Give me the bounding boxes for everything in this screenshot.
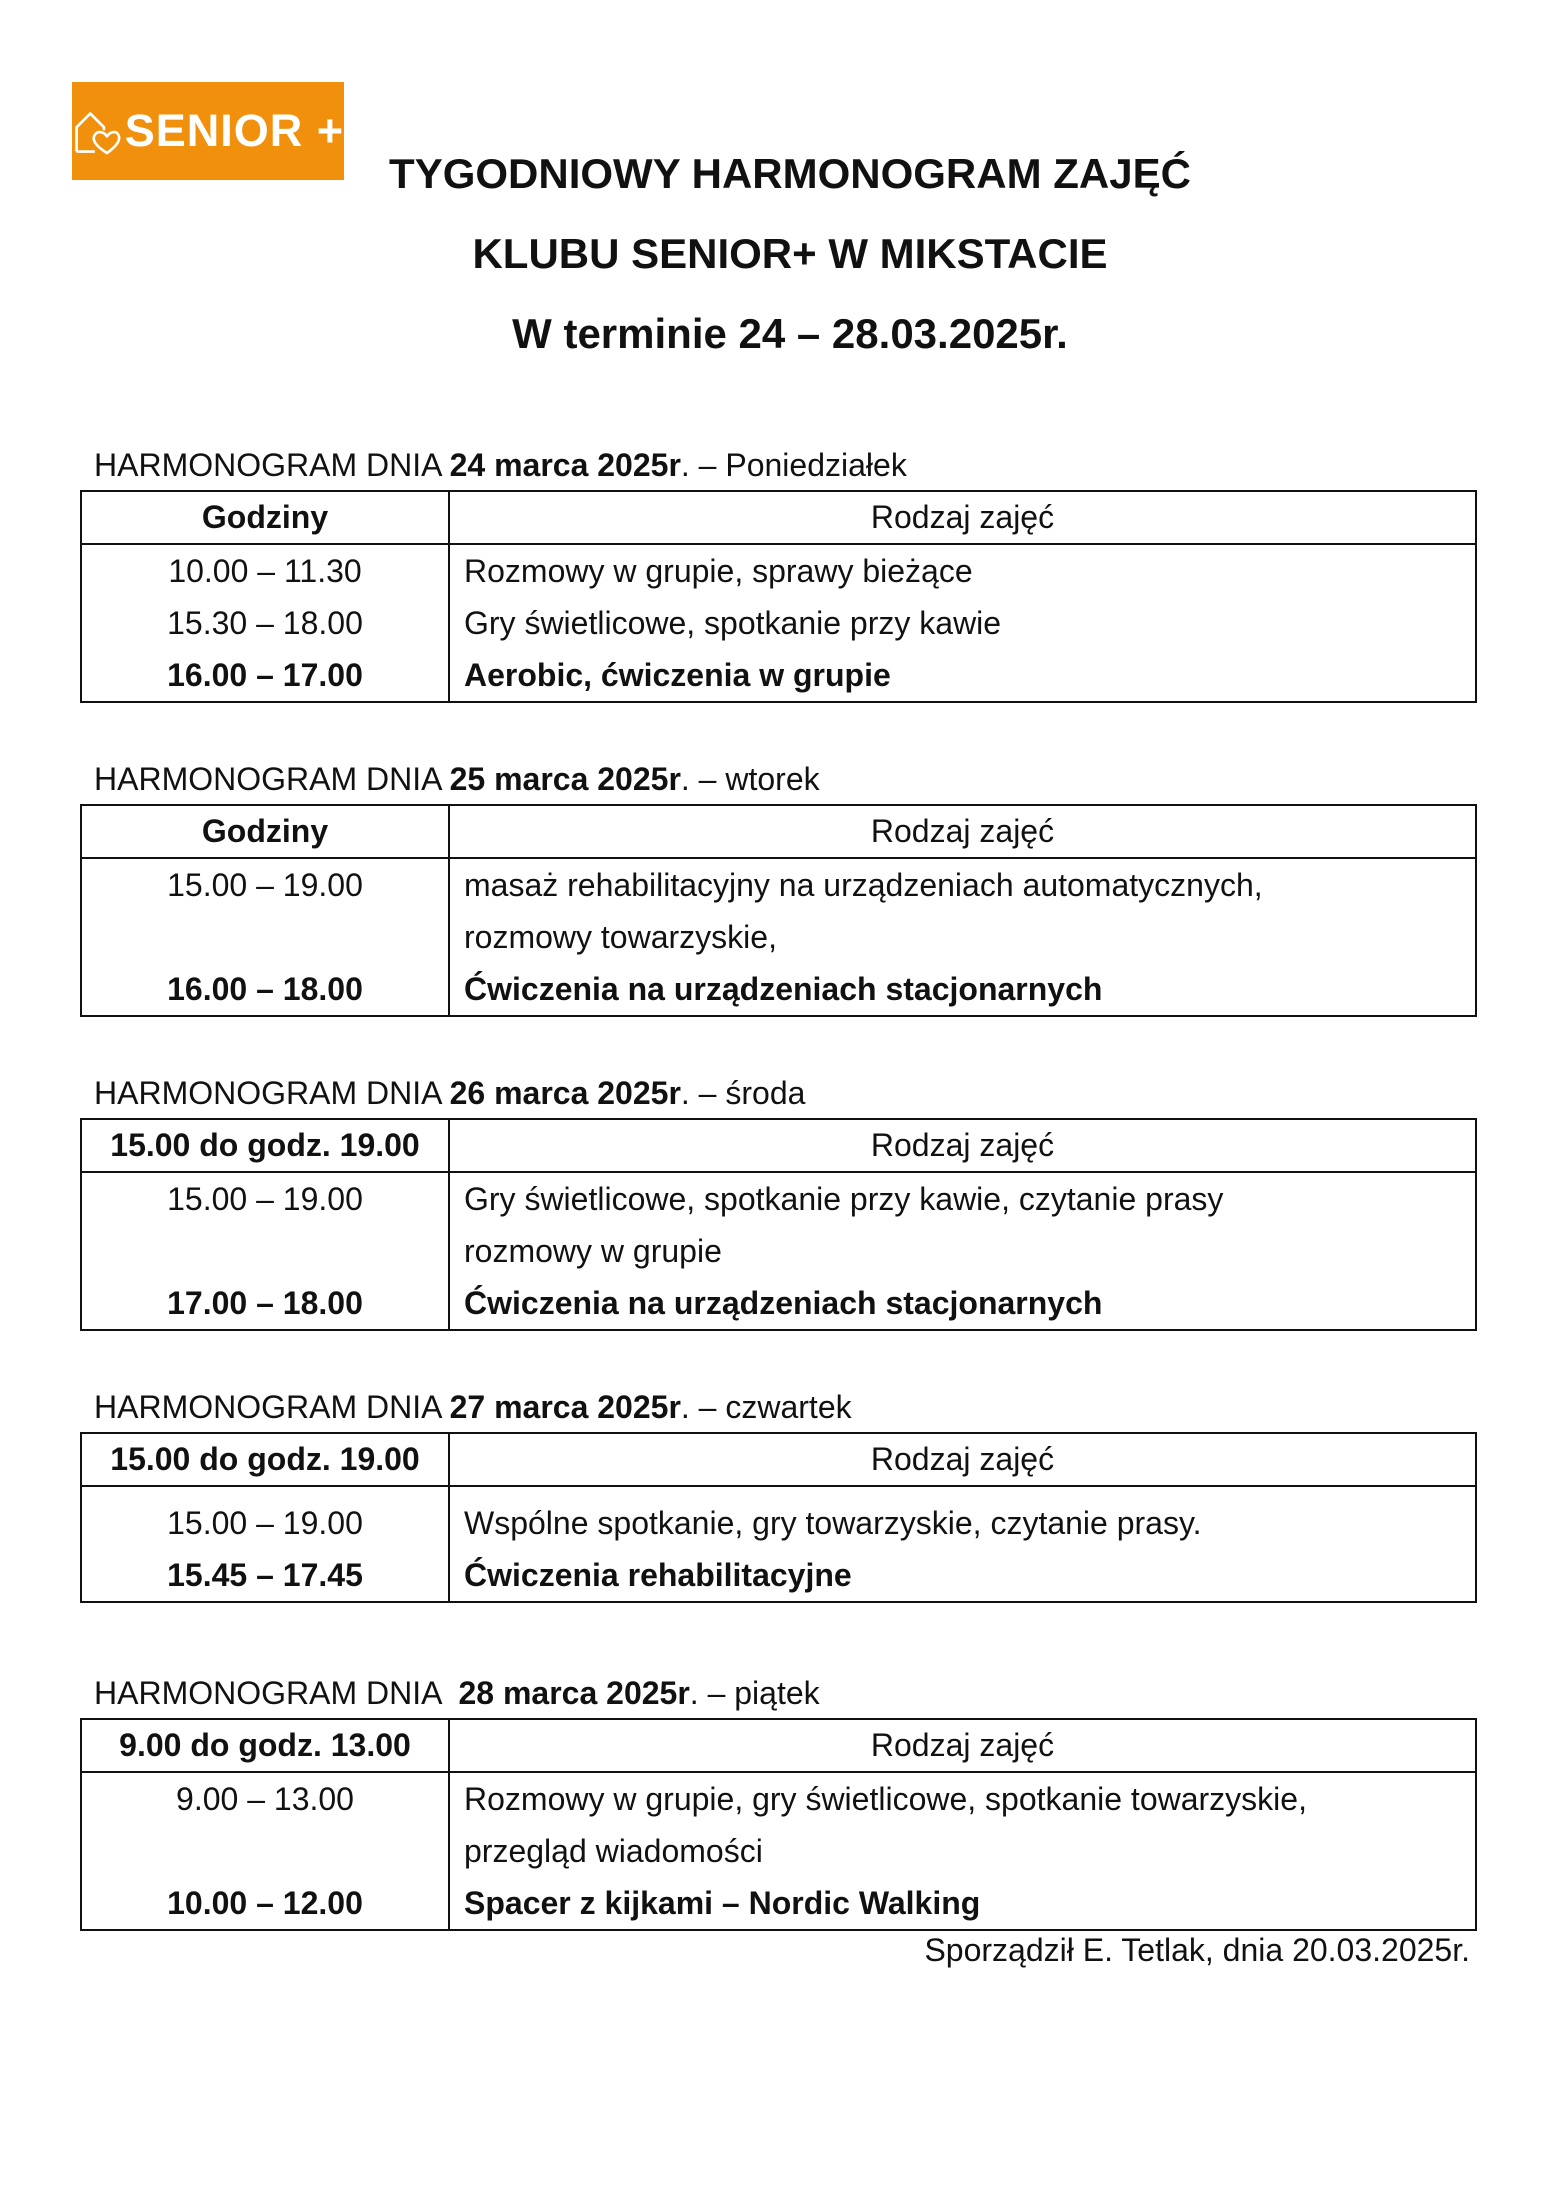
- day-heading: [80, 1068, 1475, 1118]
- activity-value: rozmowy w grupie: [464, 1233, 722, 1269]
- heading-weekday: . – piątek: [689, 1675, 820, 1711]
- activity-column-header: Rodzaj zajęć: [449, 805, 1476, 858]
- heading-date: 27 marca 2025r: [449, 1389, 681, 1425]
- hours-column-header: 15.00 do godz. 19.00: [81, 1119, 449, 1172]
- activities-cell: [449, 1172, 1476, 1330]
- hours-value: 15.30 – 18.00: [167, 605, 363, 641]
- schedule-table: [80, 1718, 1477, 1931]
- hours-cell: [81, 544, 449, 702]
- hours-value: 16.00 – 17.00: [167, 657, 363, 693]
- activity-value: Ćwiczenia na urządzeniach stacjonarnych: [464, 1285, 1103, 1321]
- hours-value: 15.00 – 19.00: [167, 1505, 363, 1541]
- day-heading: [80, 440, 1475, 490]
- heading-date: 28 marca 2025r: [458, 1675, 690, 1711]
- day-section-5: [80, 1668, 1475, 1931]
- day-heading: [80, 754, 1475, 804]
- hours-value: 10.00 – 11.30: [168, 553, 362, 589]
- title-line-2: KLUBU SENIOR+ W MIKSTACIE: [472, 230, 1108, 277]
- hours-value: 10.00 – 12.00: [167, 1885, 363, 1921]
- day-heading: [80, 1668, 1475, 1718]
- title-line-1: TYGODNIOWY HARMONOGRAM ZAJĘĆ: [389, 150, 1191, 197]
- activity-value: Ćwiczenia rehabilitacyjne: [464, 1557, 852, 1593]
- heading-weekday: . – wtorek: [680, 761, 820, 797]
- hours-value: [82, 1825, 448, 1877]
- activity-value: Rozmowy w grupie, sprawy bieżące: [464, 553, 973, 589]
- activities-cell: [449, 1772, 1476, 1930]
- hours-value: 15.45 – 17.45: [167, 1557, 363, 1593]
- heading-weekday: . – czwartek: [680, 1389, 852, 1425]
- schedule-table: [80, 1432, 1477, 1603]
- row-spacer: [450, 1487, 1475, 1497]
- hours-column-header: Godziny: [81, 491, 449, 544]
- row-spacer: [82, 1487, 448, 1497]
- activity-value: rozmowy towarzyskie,: [464, 919, 777, 955]
- activity-value: Wspólne spotkanie, gry towarzyskie, czytanie prasy.: [464, 1505, 1202, 1541]
- hours-value: 15.00 – 19.00: [167, 1181, 363, 1217]
- hours-column-header: Godziny: [81, 805, 449, 858]
- title-line-3: W terminie 24 – 28.03.2025r.: [512, 310, 1068, 357]
- heading-prefix: HARMONOGRAM DNIA: [94, 761, 450, 797]
- activity-column-header: Rodzaj zajęć: [449, 1719, 1476, 1772]
- day-heading: [80, 1382, 1475, 1432]
- heading-date: 25 marca 2025r: [449, 761, 681, 797]
- house-heart-icon: [72, 98, 121, 164]
- prepared-by-note: Sporządził E. Tetlak, dnia 20.03.2025r.: [924, 1932, 1470, 1968]
- heading-weekday: . – Poniedziałek: [680, 447, 907, 483]
- hours-value: [82, 1225, 448, 1277]
- activity-value: Rozmowy w grupie, gry świetlicowe, spotkanie towarzyskie,: [464, 1781, 1307, 1817]
- heading-prefix: HARMONOGRAM DNIA: [94, 1675, 459, 1711]
- day-section-4: [80, 1382, 1475, 1603]
- day-section-1: [80, 440, 1475, 703]
- activity-value: Ćwiczenia na urządzeniach stacjonarnych: [464, 971, 1103, 1007]
- hours-column-header: 9.00 do godz. 13.00: [81, 1719, 449, 1772]
- activities-cell: [449, 858, 1476, 1016]
- hours-cell: [81, 1772, 449, 1930]
- activity-value: przegląd wiadomości: [464, 1833, 763, 1869]
- heading-prefix: HARMONOGRAM DNIA: [94, 447, 450, 483]
- hours-value: 9.00 – 13.00: [176, 1781, 354, 1817]
- schedule-table: [80, 1118, 1477, 1331]
- senior-plus-logo: [72, 82, 344, 180]
- hours-value: 17.00 – 18.00: [167, 1285, 363, 1321]
- hours-value: 16.00 – 18.00: [167, 971, 363, 1007]
- activity-column-header: Rodzaj zajęć: [449, 491, 1476, 544]
- heading-prefix: HARMONOGRAM DNIA: [94, 1075, 450, 1111]
- hours-cell: [81, 858, 449, 1016]
- activity-value: Gry świetlicowe, spotkanie przy kawie: [464, 605, 1002, 641]
- logo-text: SENIOR +: [124, 105, 344, 156]
- hours-cell: [81, 1486, 449, 1602]
- day-section-2: [80, 754, 1475, 1017]
- hours-value: 15.00 – 19.00: [167, 867, 363, 903]
- heading-date: 24 marca 2025r: [449, 447, 681, 483]
- activity-value: Gry świetlicowe, spotkanie przy kawie, czytanie prasy: [464, 1181, 1224, 1217]
- hours-value: [82, 911, 448, 963]
- heading-date: 26 marca 2025r: [449, 1075, 681, 1111]
- activity-column-header: Rodzaj zajęć: [449, 1433, 1476, 1486]
- activities-cell: [449, 544, 1476, 702]
- activities-cell: [449, 1486, 1476, 1602]
- activity-value: Aerobic, ćwiczenia w grupie: [464, 657, 891, 693]
- activity-value: masaż rehabilitacyjny na urządzeniach automatycznych,: [464, 867, 1263, 903]
- activity-value: Spacer z kijkami – Nordic Walking: [464, 1885, 981, 1921]
- hours-cell: [81, 1172, 449, 1330]
- day-section-3: [80, 1068, 1475, 1331]
- hours-column-header: 15.00 do godz. 19.00: [81, 1433, 449, 1486]
- activity-column-header: Rodzaj zajęć: [449, 1119, 1476, 1172]
- heading-weekday: . – środa: [680, 1075, 806, 1111]
- schedule-table: [80, 490, 1477, 703]
- heading-prefix: HARMONOGRAM DNIA: [94, 1389, 450, 1425]
- schedule-table: [80, 804, 1477, 1017]
